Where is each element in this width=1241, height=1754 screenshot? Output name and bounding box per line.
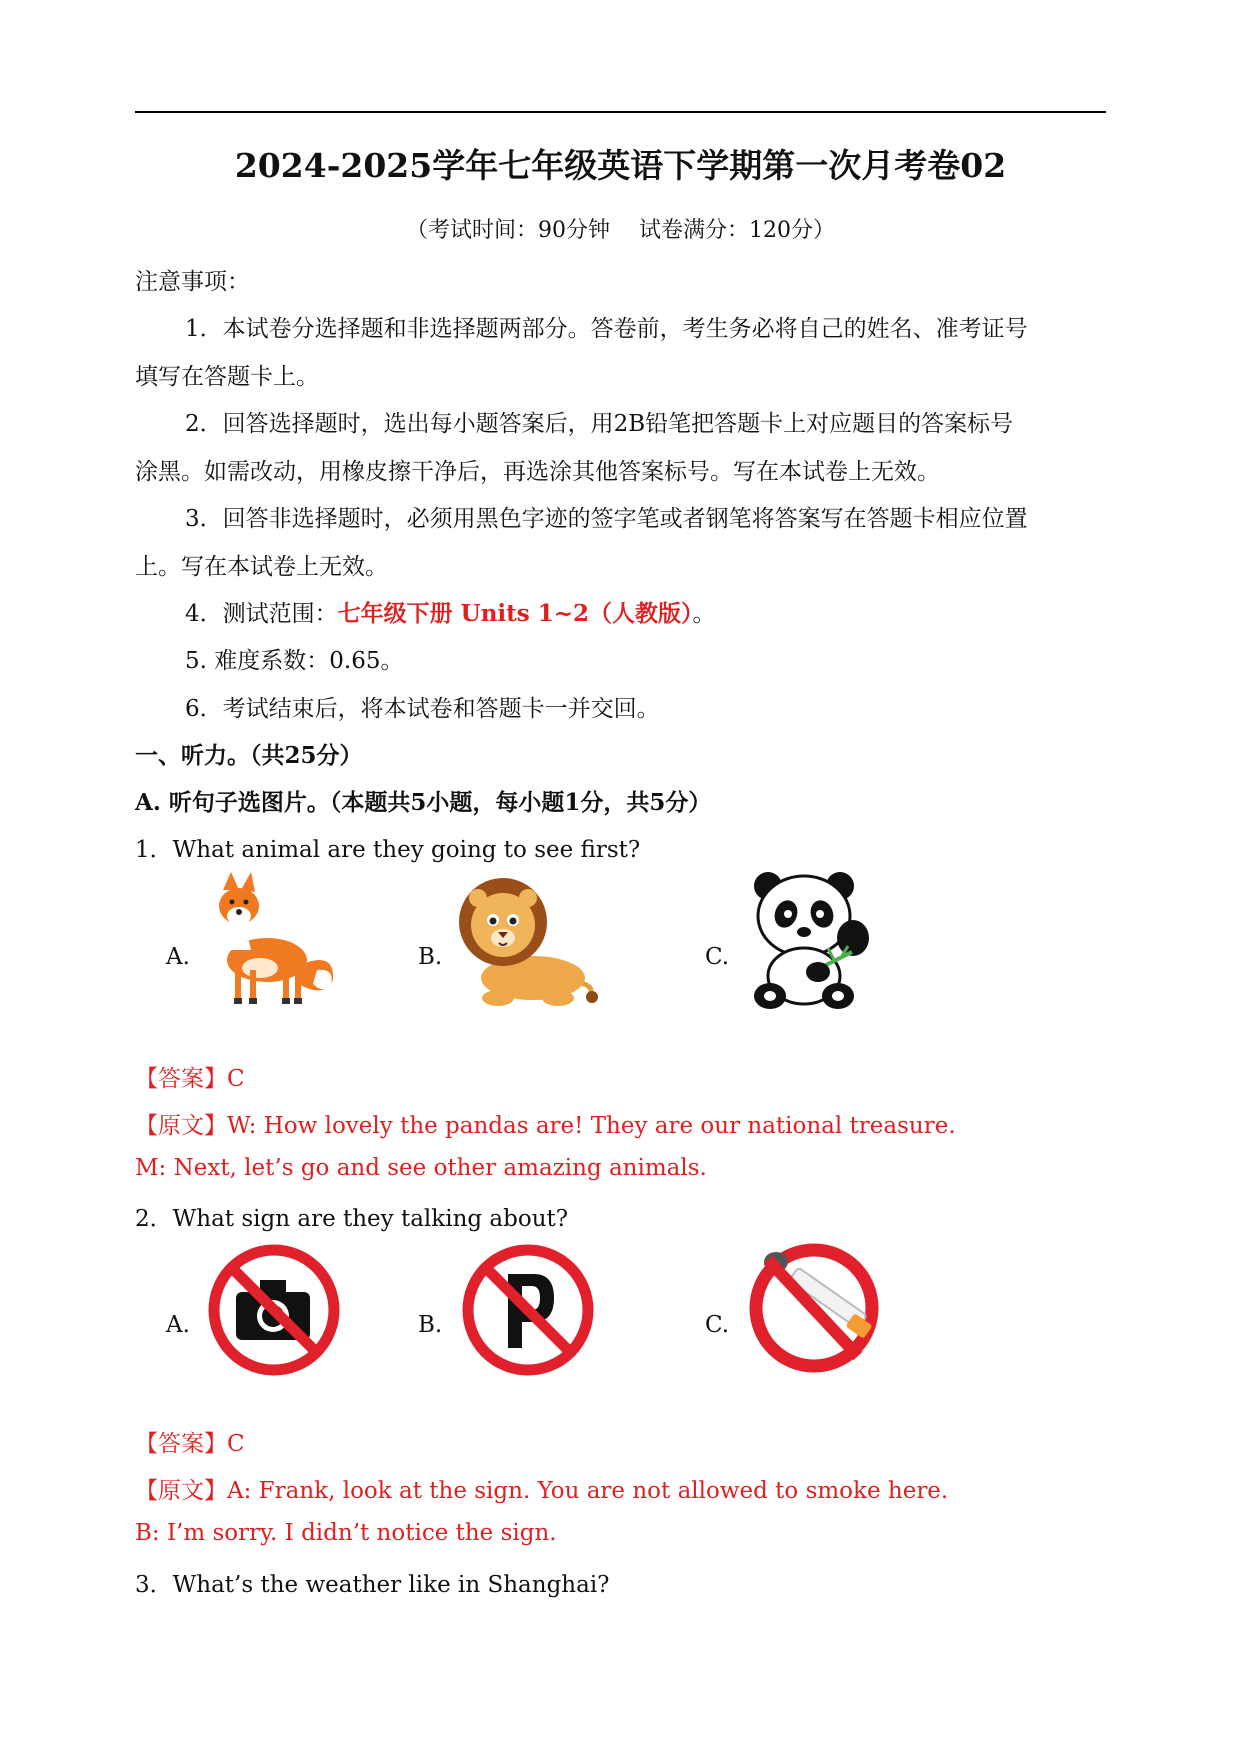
q2-option-a-label: A. xyxy=(166,1312,190,1338)
note-6: 6．考试结束后，将本试卷和答题卡一并交回。 xyxy=(185,696,660,722)
q2-answer xyxy=(135,1425,245,1458)
q1-option-b-label: B. xyxy=(418,944,443,970)
note-1b: 填写在答题卡上。 xyxy=(135,364,319,390)
q2-answer-label: 【答案】 xyxy=(135,1431,227,1457)
no-smoking-sign xyxy=(748,1240,884,1376)
q1-script-line-2: M: Next, let’s go and see other amazing animals. xyxy=(135,1155,707,1181)
q2-script-line-1 xyxy=(135,1472,948,1505)
exam-info: （考试时间：90分钟 试卷满分：120分） xyxy=(406,218,835,243)
page-title: 2024-2025学年七年级英语下学期第一次月考卷02 xyxy=(234,146,1007,185)
note-4-prefix: 4．测试范围： xyxy=(185,601,338,627)
q1-question: 1．What animal are they going to see first? xyxy=(135,837,641,863)
no-parking-sign xyxy=(462,1244,594,1376)
note-5: 5. 难度系数：0.65。 xyxy=(185,648,404,674)
q2-script-label: 【原文】 xyxy=(135,1478,227,1504)
lion-image xyxy=(458,870,608,1010)
note-2b: 涂黑。如需改动，用橡皮擦干净后，再选涂其他答案标号。写在本试卷上无效。 xyxy=(135,459,940,485)
no-camera-sign xyxy=(208,1244,340,1376)
q1-option-c-label: C. xyxy=(705,944,730,970)
q1-answer-label: 【答案】 xyxy=(135,1066,227,1092)
note-1a: 1．本试卷分选择题和非选择题两部分。答卷前，考生务必将自己的姓名、准考证号 xyxy=(185,316,1028,342)
fox-image xyxy=(205,870,340,1010)
q3-question: 3．What’s the weather like in Shanghai? xyxy=(135,1572,610,1598)
note-3a: 3．回答非选择题时，必须用黑色字迹的签字笔或者钢笔将答案写在答题卡相应位置 xyxy=(185,506,1028,532)
q2-option-c-label: C. xyxy=(705,1312,730,1338)
q2-script-text-1: A: Frank, look at the sign. You are not allowed to smoke here. xyxy=(227,1478,949,1504)
note-2a: 2．回答选择题时，选出每小题答案后，用2B铅笔把答题卡上对应题目的答案标号 xyxy=(185,411,1014,437)
q1-script-label: 【原文】 xyxy=(135,1113,227,1139)
test-scope: 七年级下册 Units 1~2（人教版） xyxy=(337,600,693,627)
q2-option-b-label: B. xyxy=(418,1312,443,1338)
note-3b: 上。写在本试卷上无效。 xyxy=(135,554,388,580)
panda-image xyxy=(748,868,876,1010)
q1-answer xyxy=(135,1060,245,1093)
part-a-heading: A. 听句子选图片。（本题共5小题，每小题1分，共5分） xyxy=(135,789,712,816)
q2-answer-value: C xyxy=(227,1431,245,1457)
notice-heading: 注意事项： xyxy=(135,269,250,295)
header-rule xyxy=(135,111,1106,113)
note-4 xyxy=(185,595,716,628)
section-listening: 一、听力。（共25分） xyxy=(135,742,363,769)
q1-option-a-label: A. xyxy=(166,944,190,970)
q1-script-text-1: W: How lovely the pandas are! They are our national treasure. xyxy=(227,1113,956,1139)
note-4-suffix: 。 xyxy=(692,601,716,627)
q2-script-line-2: B: I’m sorry. I didn’t notice the sign. xyxy=(135,1520,557,1546)
q1-script-line-1 xyxy=(135,1107,956,1140)
q2-question: 2．What sign are they talking about? xyxy=(135,1206,569,1232)
q1-answer-value: C xyxy=(227,1066,245,1092)
